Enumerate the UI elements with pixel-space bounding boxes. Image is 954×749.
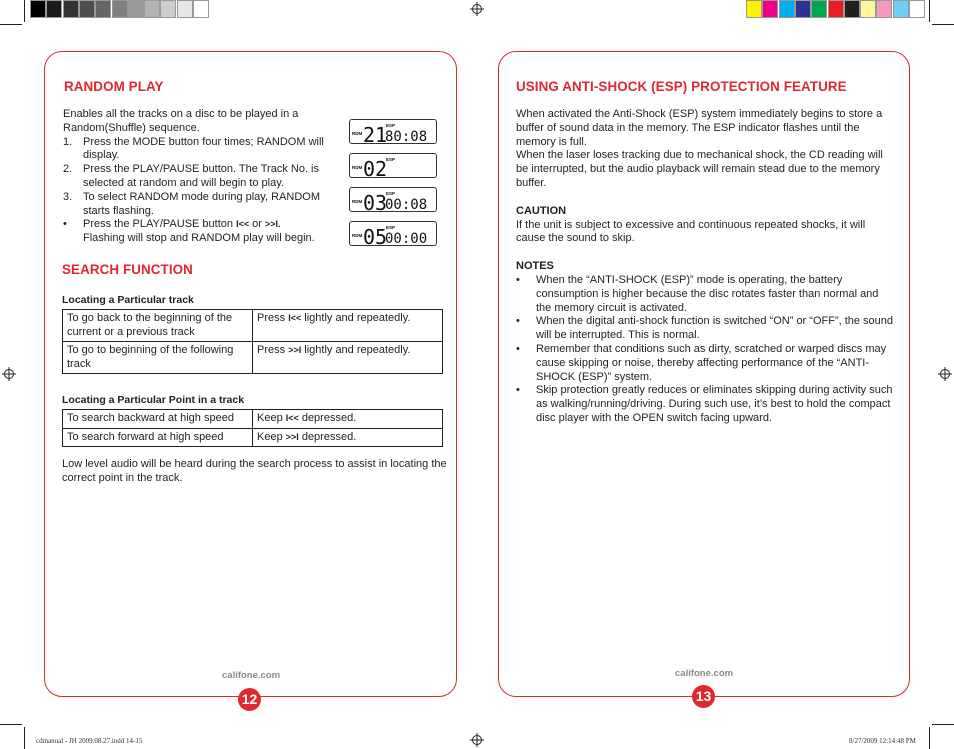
note-text: When the digital anti-shock function is switched “ON” or “OFF”, the sound will be interrupted. This is normal. (536, 315, 894, 342)
color-swatch (876, 0, 892, 18)
time-readout: 00:00 (385, 231, 428, 247)
table-cell: Keep I<< depressed. (253, 410, 443, 429)
file-slug: cdmanual - JH 2009.08.27.indd 14-15 (36, 737, 143, 745)
table-cell: To search forward at high speed (63, 428, 253, 447)
step-number: 1. (63, 135, 73, 148)
bullet-text: or (249, 218, 265, 231)
time-readout: 80:08 (385, 129, 428, 145)
color-swatch (893, 0, 909, 18)
random-play-intro: Enables all the tracks on a disc to be played in a Random(Shuffle) sequence. (63, 108, 299, 134)
skip-forward-symbol: >>I (288, 345, 302, 355)
step-text: To select RANDOM mode during play, RANDOM starts flashing. (83, 190, 320, 217)
color-swatch (909, 0, 925, 18)
registration-target-icon (2, 367, 16, 381)
bullet-mark: • (516, 273, 520, 286)
date-slug: 8/27/2009 12:14:48 PM (849, 737, 916, 745)
crop-mark (0, 24, 22, 25)
color-swatch (860, 0, 876, 18)
page-number-badge: 12 (238, 688, 261, 711)
note-text: When the “ANTI-SHOCK (ESP)” mode is operating, the battery consumption is higher because the disc rotates faster than normal and the memory circuit is activated. (536, 273, 879, 314)
esp-indicator: ESP (386, 191, 396, 196)
table-cell: Press >>I lightly and repeatedly. (253, 342, 443, 374)
table-cell: Press I<< lightly and repeatedly. (253, 310, 443, 342)
color-swatch (63, 0, 79, 18)
locating-track-subheading: Locating a Particular track (62, 294, 194, 306)
table-cell: To search backward at high speed (63, 410, 253, 429)
color-swatch (762, 0, 778, 18)
random-play-heading: RANDOM PLAY (64, 79, 164, 94)
page-number-badge: 13 (692, 685, 715, 708)
random-bullet (63, 218, 328, 246)
crop-mark (929, 0, 930, 22)
notes-title: NOTES (516, 260, 554, 273)
random-indicator: RDM (352, 165, 363, 170)
anti-shock-body (516, 108, 896, 426)
search-function-heading: SEARCH FUNCTION (62, 262, 193, 277)
color-swatch (144, 0, 160, 18)
random-indicator: RDM (352, 131, 363, 136)
step-text: Press the PLAY/PAUSE button. The Track No. is selected at random and will begin to play. (83, 163, 319, 189)
step-number: 3. (63, 190, 73, 203)
locating-point-subheading: Locating a Particular Point in a track (62, 394, 245, 406)
track-number: 03 (363, 191, 388, 213)
random-step (63, 191, 328, 219)
registration-target-icon (938, 367, 952, 381)
color-swatch (795, 0, 811, 18)
color-swatch (177, 0, 193, 18)
table-row (63, 310, 443, 342)
locating-point-table (62, 409, 443, 447)
track-number: 21 (363, 123, 388, 145)
bullet-text: Flashing will stop and RANDOM play will begin. (83, 232, 315, 245)
esp-indicator: ESP (386, 157, 396, 162)
skip-forward-symbol: >>I (285, 431, 299, 442)
color-swatch (46, 0, 62, 18)
crop-mark (0, 724, 22, 725)
color-swatch (828, 0, 844, 18)
bullet-mark: • (516, 384, 520, 397)
table-cell: To go to beginning of the following track (63, 342, 253, 374)
skip-back-symbol: I<< (285, 413, 299, 423)
lcd-display (349, 187, 437, 212)
lcd-display (349, 221, 437, 246)
table-row (63, 428, 443, 447)
footer-url: califone.com (675, 668, 734, 679)
color-swatch (160, 0, 176, 18)
skip-back-symbol: I<< (236, 219, 250, 230)
color-swatch (779, 0, 795, 18)
color-swatch (811, 0, 827, 18)
color-swatch (746, 0, 762, 18)
note-item (516, 315, 896, 343)
crop-mark (932, 24, 954, 25)
color-swatch (95, 0, 111, 18)
lcd-display (349, 119, 437, 144)
track-number: 05 (363, 225, 388, 247)
registration-target-icon (470, 2, 484, 16)
step-text: Press the MODE button four times; RANDOM will display. (83, 135, 324, 162)
time-readout: 00:08 (385, 197, 428, 213)
footer-url: califone.com (222, 670, 281, 681)
bullet-mark: • (516, 315, 520, 328)
caution-title: CAUTION (516, 204, 567, 217)
anti-shock-heading: USING ANTI-SHOCK (ESP) PROTECTION FEATURE (516, 79, 847, 94)
color-swatch (844, 0, 860, 18)
random-step (63, 136, 328, 164)
crop-mark (929, 727, 930, 749)
random-indicator: RDM (352, 233, 363, 238)
locating-track-table (62, 309, 443, 374)
note-item (516, 384, 896, 425)
crop-mark (24, 0, 25, 22)
color-swatch (128, 0, 144, 18)
caution-text: If the unit is subject to excessive and continuous repeated shocks, it will cause the sound to skip. (516, 218, 866, 245)
esp-indicator: ESP (386, 123, 396, 128)
note-item (516, 274, 896, 315)
color-swatch (193, 0, 209, 18)
skip-back-symbol: I<< (288, 313, 302, 323)
color-swatch (79, 0, 95, 18)
lcd-display (349, 153, 437, 178)
step-number: 2. (63, 163, 73, 176)
esp-indicator: ESP (386, 225, 396, 230)
random-indicator: RDM (352, 199, 363, 204)
bullet-mark: • (516, 342, 520, 355)
skip-forward-symbol: >>I. (264, 219, 281, 230)
notes-list (516, 274, 896, 426)
crop-mark (24, 727, 25, 749)
track-number: 02 (363, 157, 388, 179)
bullet-mark: • (63, 218, 67, 231)
table-cell: To go back to the beginning of the current or a previous track (63, 310, 253, 342)
note-item (516, 343, 896, 384)
bullet-text: Press the PLAY/PAUSE button (83, 218, 237, 231)
note-text: Skip protection greatly reduces or eliminates skipping during activity such as walking/running/driving. During such use, it’s best to hold the compact disc player with the OPEN switch facing upward. (536, 384, 893, 424)
table-row (63, 342, 443, 374)
anti-shock-para: When activated the Anti-Shock (ESP) system immediately begins to store a buffer of sound data in the memory. The ESP indicator flashes until the memory is full. (516, 108, 883, 148)
random-step (63, 163, 328, 191)
note-text: Remember that conditions such as dirty, scratched or warped discs may cause skipping or noise, thereby affecting performance of the “ANTI-SHOCK (ESP)” system. (536, 342, 887, 383)
search-note: Low level audio will be heard during the search process to assist in locating the correct point in the track. (62, 458, 447, 484)
registration-target-icon (470, 733, 484, 747)
color-swatch (112, 0, 128, 18)
random-play-steps (63, 136, 328, 219)
table-row (63, 410, 443, 429)
anti-shock-para: When the laser loses tracking due to mechanical shock, the CD reading will be interrupted, but the audio playback will remain stead due to the memory buffer. (516, 149, 883, 189)
random-play-body (63, 108, 328, 246)
crop-mark (932, 724, 954, 725)
color-swatch (30, 0, 46, 18)
table-cell: Keep >>I depressed. (253, 428, 443, 447)
